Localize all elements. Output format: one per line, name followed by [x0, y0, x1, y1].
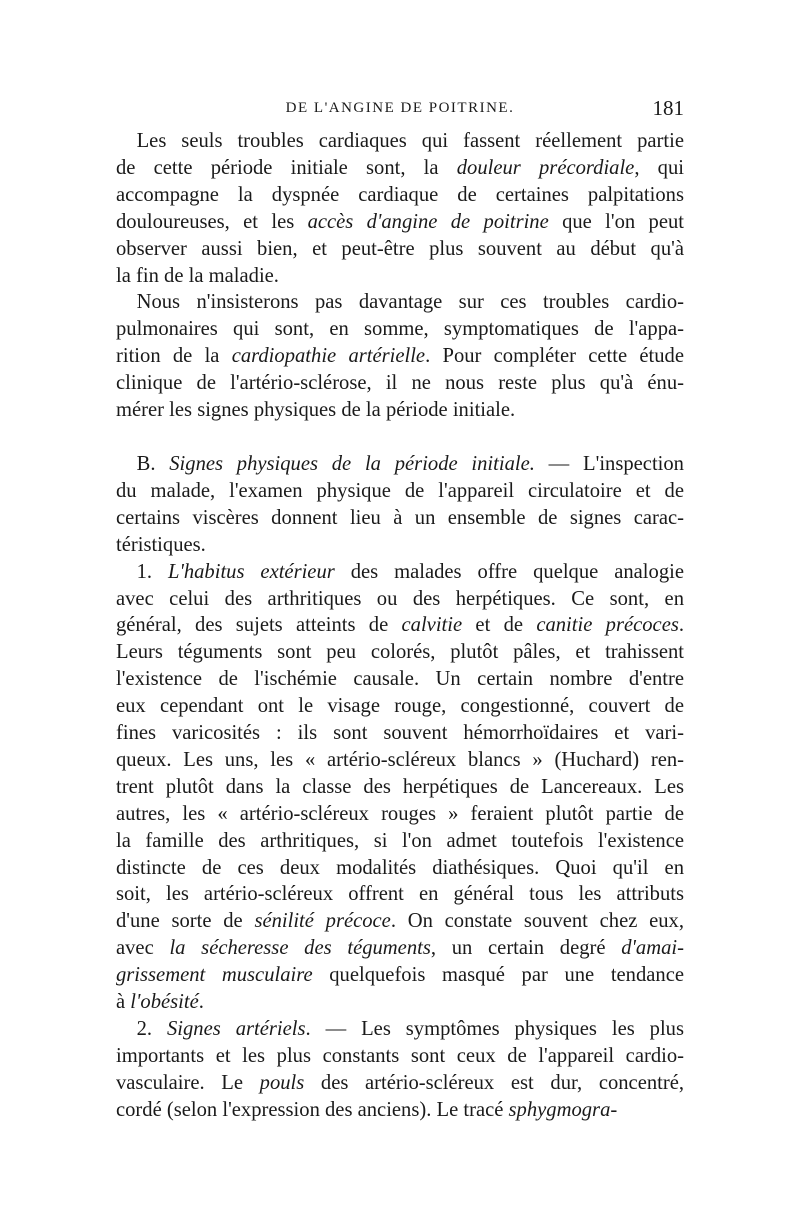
text-run: autres, les « artério-scléreux rouges » feraient plutôt partie de	[116, 802, 684, 825]
text-line	[116, 182, 684, 209]
text-line	[116, 881, 684, 908]
italic-phrase: L'habitus extérieur	[167, 560, 335, 583]
text-run: . — Les symptômes physiques les plus	[305, 1018, 684, 1040]
text-run: B.	[116, 452, 170, 475]
text-line	[116, 774, 684, 801]
text-line	[116, 586, 684, 613]
text-line	[116, 559, 684, 586]
text-line	[116, 1043, 684, 1070]
text-run: eux cependant ont le visage rouge, congestionné, couvert de	[116, 695, 684, 718]
text-line	[116, 505, 684, 532]
paragraph-p3	[116, 451, 684, 559]
text-line	[116, 828, 684, 855]
text-line	[116, 989, 684, 1016]
running-title: DE L'ANGINE DE POITRINE.	[285, 100, 515, 116]
text-run: vasculaire. Le	[116, 1071, 260, 1094]
text-run: 1.	[116, 560, 168, 583]
text-line	[116, 962, 684, 989]
text-run: , un certain degré	[430, 937, 622, 960]
text-run: importants et les plus constants sont ceux de l'appareil cardio-	[116, 1044, 684, 1067]
text-line	[116, 263, 684, 290]
text-line	[116, 747, 684, 774]
text-run: — L'inspection	[534, 452, 684, 475]
text-run: de cette période initiale sont, la	[116, 156, 457, 179]
text-line	[116, 451, 684, 478]
text-run: à	[116, 991, 131, 1014]
text-line	[116, 397, 684, 424]
text-run: soit, les artério-scléreux offrent en général tous les attributs	[116, 883, 684, 906]
text-run: .	[678, 614, 684, 637]
body-text	[116, 128, 684, 1124]
paragraph-p5	[116, 1016, 684, 1124]
text-line	[116, 1070, 684, 1097]
paragraph-p1	[116, 128, 684, 289]
text-run: certains viscères donnent lieu à un ensemble de signes carac-	[116, 506, 684, 529]
text-line	[116, 666, 684, 693]
text-run: rition de la	[116, 345, 232, 368]
text-run: mérer les signes physiques de la période initiale.	[116, 399, 516, 422]
text-run: pulmonaires qui sont, en somme, symptomatiques de l'appa-	[116, 318, 684, 341]
section-gap	[116, 424, 684, 451]
paragraph-p2	[116, 289, 684, 424]
text-run: la famille des arthritiques, si l'on admet toutefois l'existence	[116, 829, 684, 852]
text-run: trent plutôt dans la classe des herpétiques de Lancereaux. Les	[116, 775, 684, 798]
text-run: d'une sorte de	[116, 910, 255, 933]
text-line	[116, 720, 684, 747]
text-run: Nous n'insisterons pas davantage sur ces troubles cardio-	[116, 291, 684, 314]
text-run: douloureuses, et les	[116, 210, 308, 233]
text-run: téristiques.	[116, 533, 206, 556]
text-run: du malade, l'examen physique de l'appareil circulatoire et de	[116, 479, 684, 502]
text-run: et de	[462, 614, 537, 637]
italic-phrase: cardiopathie artérielle	[231, 345, 426, 368]
text-line	[116, 236, 684, 263]
text-run: la fin de la maladie.	[116, 264, 279, 287]
text-line	[116, 370, 684, 397]
paragraph-p4	[116, 559, 684, 1016]
text-run: observer aussi bien, et peut-être plus souvent au début qu'à	[116, 237, 684, 260]
text-run: .	[198, 991, 204, 1014]
text-run: l'existence de l'ischémie causale. Un certain nombre d'entre	[116, 668, 684, 691]
text-line	[116, 639, 684, 666]
text-line	[116, 209, 684, 236]
text-line	[116, 532, 684, 559]
italic-phrase: Signes artériels	[166, 1018, 306, 1040]
text-line	[116, 935, 684, 962]
text-run: Leurs téguments sont peu colorés, plutôt pâles, et trahissent	[116, 641, 684, 664]
text-run: des artério-scléreux est dur, concentré,	[304, 1071, 684, 1094]
text-run: clinique de l'artério-sclérose, il ne nous reste plus qu'à énu-	[116, 372, 684, 395]
text-run: accompagne la dyspnée cardiaque de certaines palpitations	[116, 183, 684, 206]
italic-phrase: grissement musculaire	[116, 964, 313, 987]
text-line	[116, 343, 684, 370]
italic-phrase: l'obésité	[130, 991, 199, 1014]
text-run: . Pour compléter cette étude	[425, 345, 684, 368]
text-run: fines varicosités : ils sont souvent hémorrhoïdaires et vari-	[116, 722, 684, 745]
text-line	[116, 1016, 684, 1043]
text-run: cordé (selon l'expression des anciens). Le tracé	[116, 1098, 509, 1121]
italic-phrase: sénilité précoce	[254, 910, 391, 933]
text-run: queux. Les uns, les « artério-scléreux blancs » (Huchard) ren-	[116, 748, 684, 771]
italic-phrase: Signes physiques de la période initiale.	[169, 452, 535, 475]
text-line	[116, 289, 684, 316]
text-run: . On constate souvent chez eux,	[390, 910, 684, 933]
text-run: avec celui des arthritiques ou des herpétiques. Ce sont, en	[116, 587, 684, 610]
text-line	[116, 693, 684, 720]
italic-phrase: calvitie	[401, 614, 463, 637]
text-run: que l'on peut	[548, 210, 684, 233]
text-run: général, des sujets atteints de	[116, 614, 402, 637]
italic-phrase: la sécheresse des téguments	[169, 937, 431, 960]
text-run: des malades offre quelque analogie	[334, 560, 684, 583]
text-run: quelquefois masqué par une tendance	[312, 964, 684, 987]
text-line	[116, 801, 684, 828]
italic-phrase: d'amai-	[621, 937, 684, 960]
text-line	[116, 478, 684, 505]
text-line	[116, 908, 684, 935]
text-run: 2.	[116, 1018, 167, 1040]
text-run: Les seuls troubles cardiaques qui fassent réellement partie	[116, 130, 684, 152]
italic-phrase: accès d'angine de poitrine	[307, 210, 549, 233]
text-run: avec	[116, 937, 170, 960]
page-header	[116, 96, 684, 126]
italic-phrase: pouls	[259, 1071, 305, 1094]
text-run: distincte de ces deux modalités diathésiques. Quoi qu'il en	[116, 856, 684, 879]
italic-phrase: canitie précoces	[536, 614, 679, 637]
text-line	[116, 316, 684, 343]
text-run: , qui	[634, 156, 684, 179]
text-line	[116, 155, 684, 182]
text-line	[116, 855, 684, 882]
italic-phrase: sphygmogra-	[508, 1098, 618, 1121]
text-line	[116, 1097, 684, 1124]
text-line	[116, 612, 684, 639]
italic-phrase: douleur précordiale	[456, 156, 635, 179]
page-number: 181	[652, 96, 684, 120]
text-line	[116, 128, 684, 155]
